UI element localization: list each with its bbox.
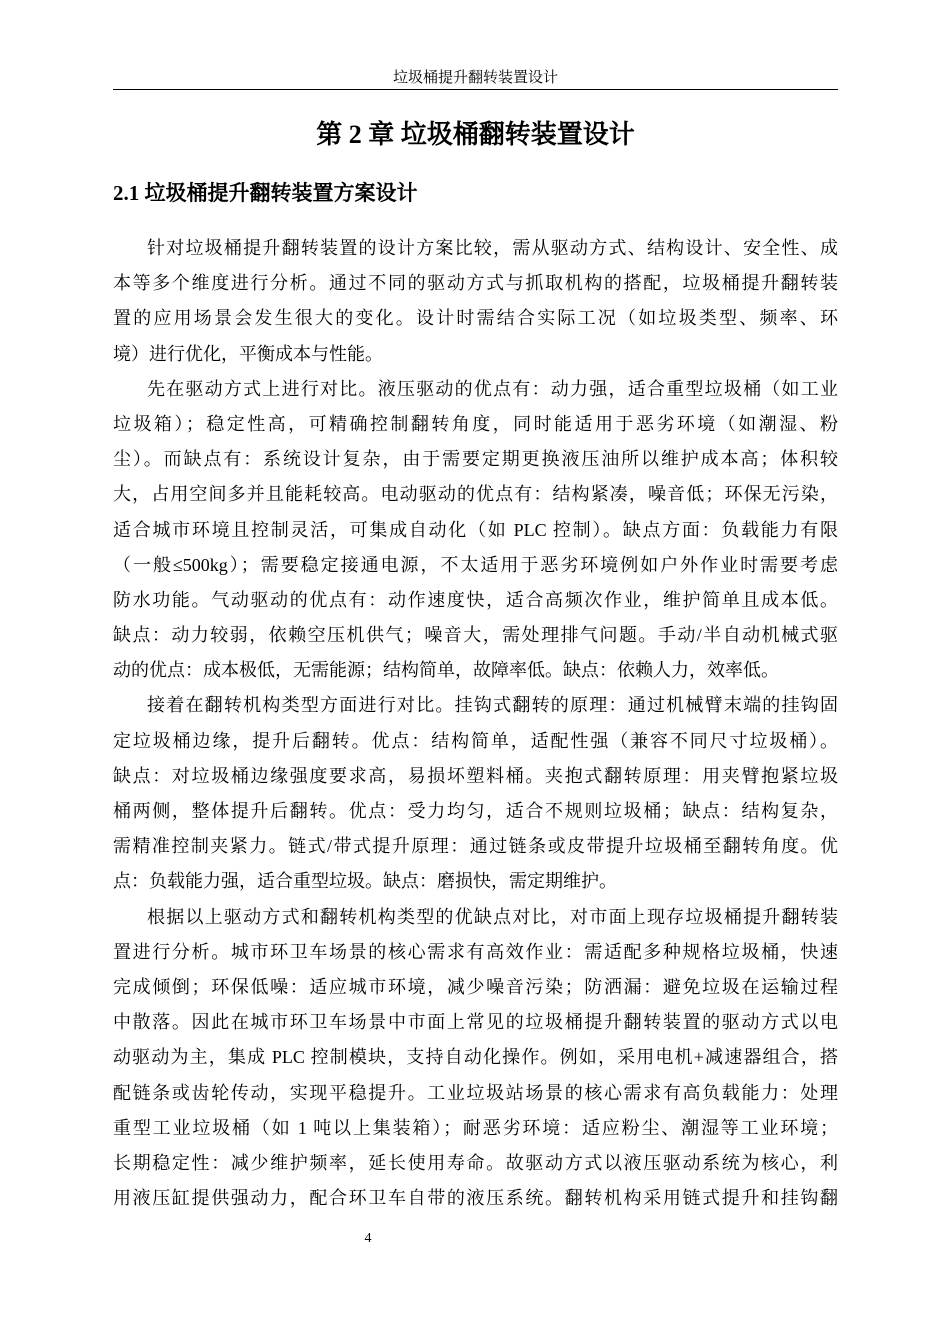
- chapter-title: 第 2 章 垃圾桶翻转装置设计: [316, 120, 635, 149]
- text-line: 缺点：对垃圾桶边缘强度要求高，易损坏塑料桶。夹抱式翻转原理：用夹臂抱紧垃圾: [113, 765, 838, 786]
- text-line: 垃圾箱）；稳定性高，可精确控制翻转角度，同时能适用于恶劣环境（如潮湿、粉: [113, 413, 838, 434]
- text-line: 中散落。因此在城市环卫车场景中市面上常见的垃圾桶提升翻转装置的驱动方式以电: [113, 1012, 838, 1033]
- text-line: 动驱动为主，集成 PLC 控制模块，支持自动化操作。例如，采用电机+减速器组合，搭: [113, 1047, 838, 1068]
- text-line: 置进行分析。城市环卫车场景的核心需求有高效作业：需适配多种规格垃圾桶，快速: [113, 941, 838, 962]
- text-line: 用液压缸提供强动力，配合环卫车自带的液压系统。翻转机构采用链式提升和挂钩翻: [113, 1188, 838, 1209]
- header-divider: [113, 89, 838, 90]
- section-heading: 2.1 垃圾桶提升翻转装置方案设计: [113, 181, 418, 205]
- page-number: 4: [364, 1231, 372, 1246]
- paragraph: [113, 231, 838, 372]
- text-line: （一般≤500kg）；需要稳定接通电源，不太适用于恶劣环境例如户外作业时需要考虑: [113, 554, 838, 575]
- text-line: 适合城市环境且控制灵活，可集成自动化（如 PLC 控制）。缺点方面：负载能力有限: [113, 519, 838, 540]
- text-line: 境）进行优化，平衡成本与性能。: [113, 343, 383, 364]
- paragraph: [113, 900, 838, 1217]
- text-line: 本等多个维度进行分析。通过不同的驱动方式与抓取机构的搭配，垃圾桶提升翻转装: [113, 273, 838, 294]
- text-line: 先在驱动方式上进行对比。液压驱动的优点有：动力强，适合重型垃圾桶（如工业: [147, 378, 838, 399]
- text-line: 防水功能。气动驱动的优点有：动作速度快，适合高频次作业，维护简单且成本低。: [113, 589, 838, 610]
- text-line: 针对垃圾桶提升翻转装置的设计方案比较，需从驱动方式、结构设计、安全性、成: [147, 238, 838, 258]
- text-line: 重型工业垃圾桶（如 1 吨以上集装箱）；耐恶劣环境：适应粉尘、潮湿等工业环境；: [113, 1117, 838, 1138]
- paragraph: [113, 688, 838, 899]
- text-line: 根据以上驱动方式和翻转机构类型的优缺点对比，对市面上现存垃圾桶提升翻转装: [147, 906, 838, 927]
- text-line: 尘）。而缺点有：系统设计复杂，由于需要定期更换液压油所以维护成本高；体积较: [113, 449, 838, 470]
- text-line: 大，占用空间多并且能耗较高。电动驱动的优点有：结构紧凑，噪音低；环保无污染，: [113, 484, 838, 505]
- text-line: 长期稳定性：减少维护频率，延长使用寿命。故驱动方式以液压驱动系统为核心，利: [113, 1152, 838, 1173]
- paragraph: [113, 372, 838, 689]
- text-line: 桶两侧，整体提升后翻转。优点：受力均匀，适合不规则垃圾桶；缺点：结构复杂，: [113, 801, 838, 821]
- text-line: 动的优点：成本极低，无需能源；结构简单，故障率低。缺点：依赖人力，效率低。: [113, 660, 779, 681]
- text-line: 缺点：动力较弱，依赖空压机供气；噪音大，需处理排气问题。手动/半自动机械式驱: [113, 625, 838, 646]
- text-line: 接着在翻转机构类型方面进行对比。挂钩式翻转的原理：通过机械臂末端的挂钩固: [147, 695, 838, 716]
- body-text: [113, 231, 838, 1216]
- text-line: 点：负载能力强，适合重型垃圾。缺点：磨损快，需定期维护。: [113, 871, 617, 892]
- text-line: 置的应用场景会发生很大的变化。设计时需结合实际工况（如垃圾类型、频率、环: [113, 308, 838, 329]
- running-header: 垃圾桶提升翻转装置设计: [392, 70, 558, 86]
- text-line: 定垃圾桶边缘，提升后翻转。优点：结构简单，适配性强（兼容不同尺寸垃圾桶）。: [113, 730, 838, 751]
- text-line: 完成倾倒；环保低噪：适应城市环境，减少噪音污染；防洒漏：避免垃圾在运输过程: [113, 976, 838, 997]
- text-line: 配链条或齿轮传动，实现平稳提升。工业垃圾站场景的核心需求有高负载能力：处理: [113, 1082, 838, 1103]
- text-line: 需精准控制夹紧力。链式/带式提升原理：通过链条或皮带提升垃圾桶至翻转角度。优: [113, 836, 838, 857]
